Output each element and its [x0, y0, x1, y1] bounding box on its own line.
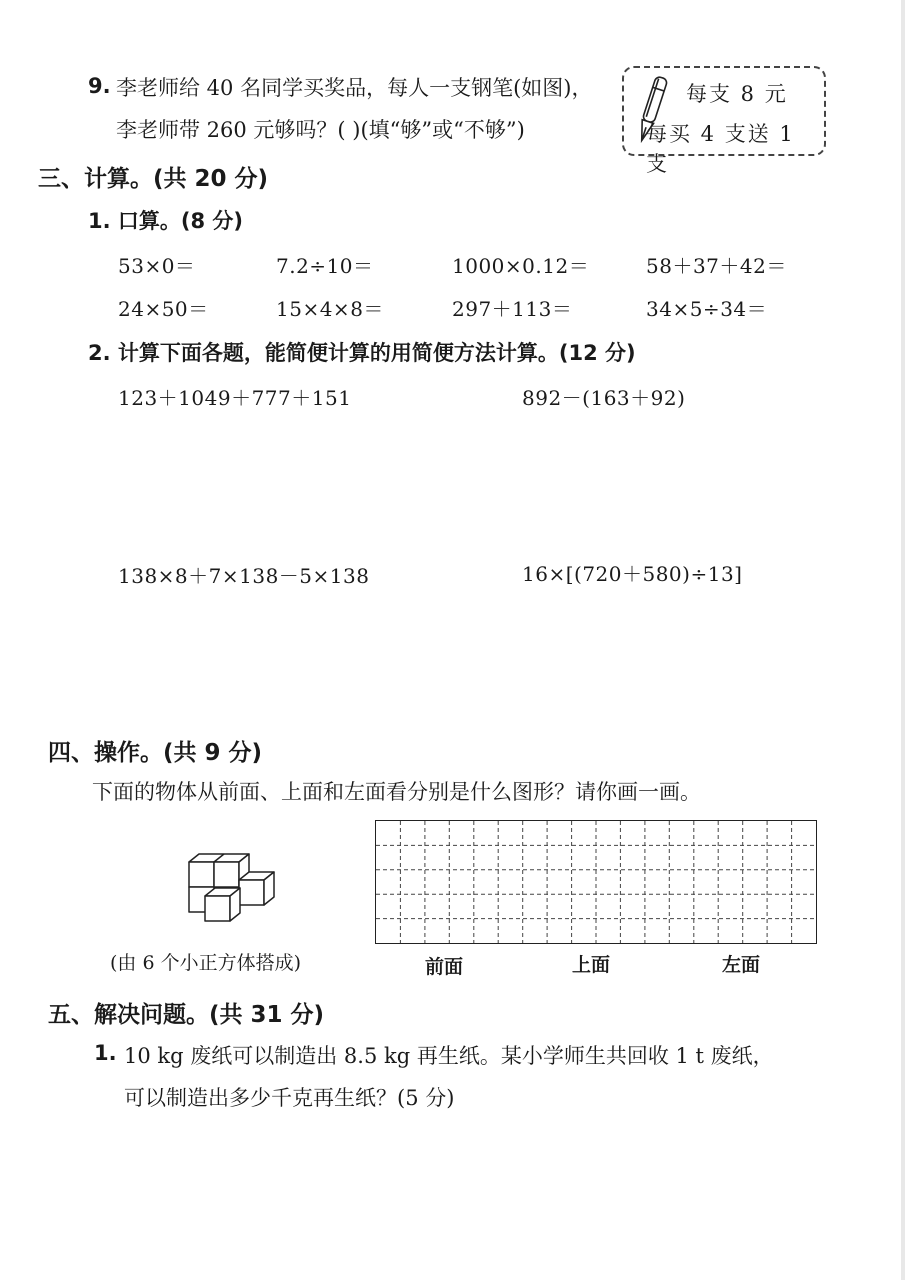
- section-5-title: 五、解决问题。(共 31 分): [48, 1002, 325, 1028]
- mental-calc-item: 15×4×8＝: [276, 297, 384, 321]
- calc-problem: 138×8＋7×138－5×138: [118, 564, 370, 588]
- dashed-grid-lines: [376, 821, 816, 943]
- question-9-line1: 李老师给 40 名同学买奖品，每人一支钢笔(如图)，: [116, 76, 593, 100]
- problem-1-line1: 10 kg 废纸可以制造出 8.5 kg 再生纸。某小学师生共回收 1 t 废纸，: [124, 1044, 774, 1068]
- calc-problem: 123＋1049＋777＋151: [118, 386, 352, 410]
- calc-problem: 16×[(720＋580)÷13]: [522, 562, 743, 586]
- cube-caption: (由 6 个小正方体搭成): [110, 952, 301, 974]
- promo-offer: 每买 4 支送 1 支: [646, 122, 795, 176]
- mental-calc-item: 34×5÷34＝: [646, 297, 768, 321]
- drawing-grid[interactable]: [375, 820, 817, 944]
- problem-1-line2: 可以制造出多少千克再生纸？(5 分): [124, 1086, 455, 1110]
- view-label-top: 上面: [572, 954, 611, 976]
- view-label-left: 左面: [722, 954, 761, 976]
- mental-calc-item: 297＋113＝: [452, 297, 573, 321]
- pen-promo-box: [622, 66, 826, 176]
- mental-calc-item: 53×0＝: [118, 254, 196, 278]
- question-9-line2: 李老师带 260 元够吗？( )(填“够”或“不够”): [116, 118, 525, 142]
- section-3-title: 三、计算。(共 20 分): [38, 166, 269, 192]
- calc-problem: 892－(163＋92): [522, 386, 686, 410]
- section-4-instruction: 下面的物体从前面、上面和左面看分别是什么图形？请你画一画。: [92, 780, 701, 804]
- question-9-number: 9.: [88, 74, 111, 98]
- mental-calc-item: 24×50＝: [118, 297, 209, 321]
- mental-calc-item: 1000×0.12＝: [452, 254, 590, 278]
- mental-calc-item: 7.2÷10＝: [276, 254, 374, 278]
- part-1-title: 1. 口算。(8 分): [88, 209, 244, 233]
- promo-price: 每支 8 元: [686, 82, 788, 106]
- view-label-front: 前面: [425, 956, 464, 978]
- mental-calc-item: 58＋37＋42＝: [646, 254, 787, 278]
- section-4-title: 四、操作。(共 9 分): [48, 740, 263, 766]
- part-2-title: 2. 计算下面各题，能简便计算的用简便方法计算。(12 分): [88, 341, 636, 365]
- problem-1-number: 1.: [94, 1041, 117, 1065]
- page-edge: [901, 0, 905, 1280]
- cube-stack-figure: [183, 852, 275, 924]
